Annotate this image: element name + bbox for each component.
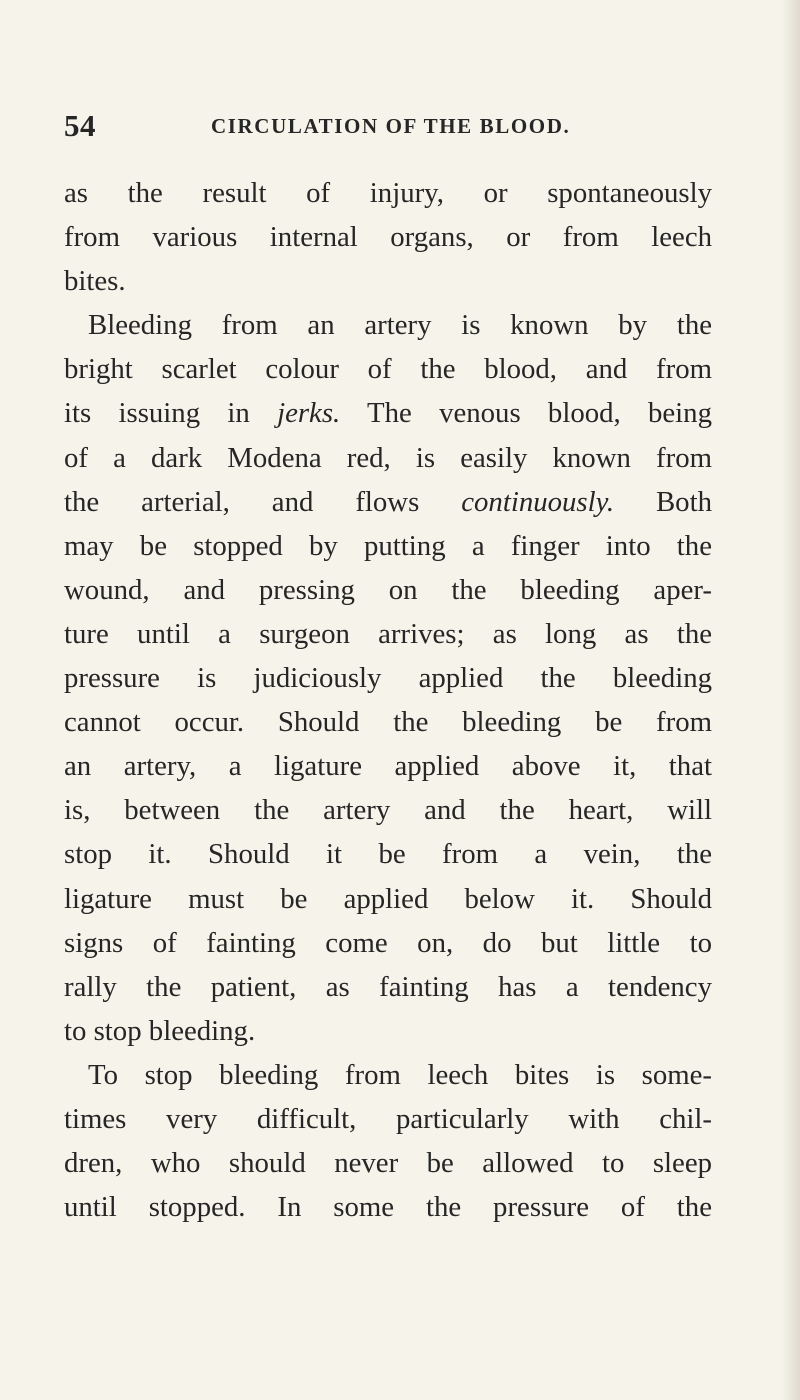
text-segment: its issuing in	[64, 397, 278, 430]
emphasis-text: continuously.	[461, 485, 615, 518]
text-line: ture until a surgeon arrives; as long as the	[64, 617, 712, 650]
text-line	[64, 391, 712, 435]
text-line: of a dark Modena red, is easily known from	[64, 441, 712, 474]
text-line: cannot occur. Should the bleeding be from	[64, 706, 712, 739]
emphasis-text: jerks.	[277, 397, 341, 430]
text-line: may be stopped by putting a finger into the	[64, 529, 712, 562]
body-text	[64, 171, 712, 1351]
text-line: signs of fainting come on, do but little to	[64, 926, 712, 959]
text-line: rally the patient, as fainting has a tendency	[64, 970, 712, 1003]
text-line	[64, 480, 712, 524]
text-line: wound, and pressing on the bleeding aper-	[64, 573, 712, 606]
text-line: until stopped. In some the pressure of the	[64, 1191, 712, 1224]
text-line: To stop bleeding from leech bites is some-	[88, 1058, 712, 1091]
text-line: stop it. Should it be from a vein, the	[64, 838, 712, 871]
text-line: pressure is judiciously applied the bleeding	[64, 662, 712, 695]
page-number: 54	[64, 108, 96, 143]
text-line: an artery, a ligature applied above it, that	[64, 750, 712, 783]
text-line: from various internal organs, or from leech	[64, 221, 712, 254]
text-line: to stop bleeding.	[64, 1014, 256, 1047]
text-line: bites.	[64, 265, 126, 298]
running-head: CIRCULATION OF THE BLOOD.	[211, 114, 571, 138]
text-line: is, between the artery and the heart, will	[64, 794, 712, 827]
text-line: bright scarlet colour of the blood, and from	[64, 353, 712, 386]
text-line: Bleeding from an artery is known by the	[88, 309, 712, 342]
text-line: as the result of injury, or spontaneously	[64, 177, 712, 209]
text-segment: The venous blood, being	[340, 397, 712, 430]
text-line: times very difficult, particularly with chil-	[64, 1102, 712, 1135]
page-edge-shadow	[782, 0, 800, 1400]
text-segment: the arterial, and flows	[64, 485, 462, 518]
text-line: dren, who should never be allowed to sleep	[64, 1147, 712, 1180]
page-header	[64, 108, 724, 148]
text-segment: Both	[614, 485, 712, 518]
text-line: ligature must be applied below it. Should	[64, 882, 712, 915]
